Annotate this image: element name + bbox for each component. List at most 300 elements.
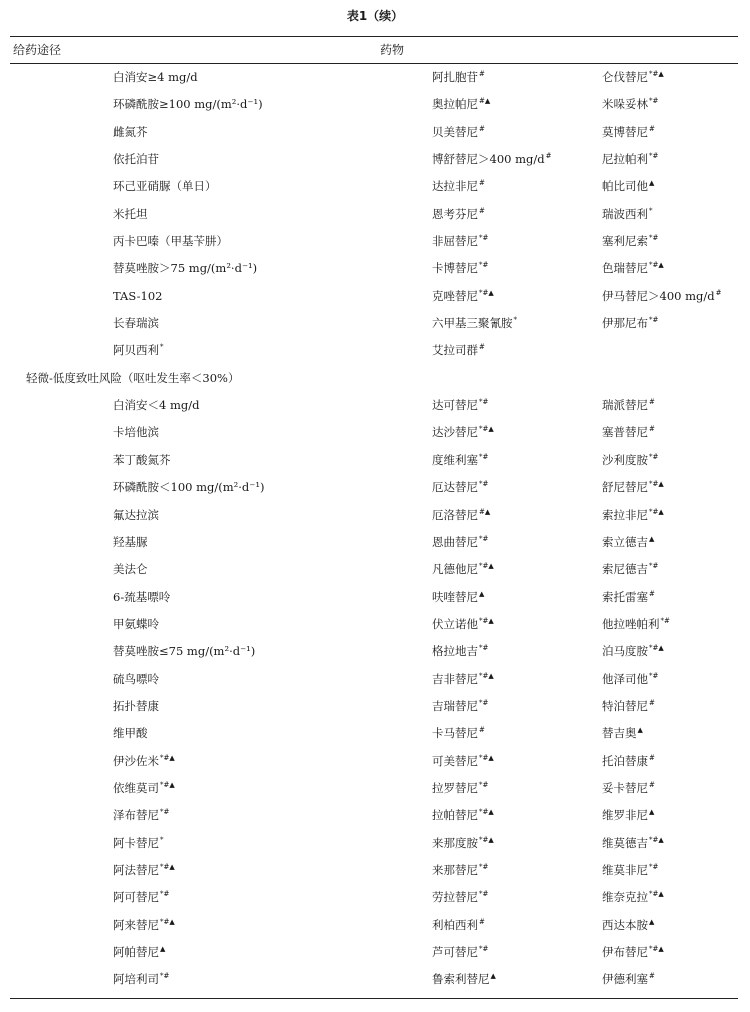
drug-name: 米哚妥林 [602,97,648,112]
drug-name: 艾拉司群 [432,343,478,358]
drug-cell [602,802,654,829]
drug-name: 硫鸟嘌呤 [113,671,159,686]
drug-cell [113,830,164,857]
drug-annotation-mark: *# [660,616,670,625]
drug-name: 来那度胺 [432,835,478,850]
drug-name: 泊马度胺 [602,644,648,659]
table-row [0,529,750,556]
drug-name: 索立德吉 [602,534,648,549]
drug-cell [602,939,664,966]
drug-name: 色瑞替尼 [602,261,648,276]
drug-cell [602,529,654,556]
drug-cell [432,91,490,118]
drug-name: 厄洛替尼 [432,507,478,522]
drug-name: 氟达拉滨 [113,507,159,522]
drug-annotation-mark: * [513,316,517,325]
drug-cell [602,666,658,693]
drug-name: 甲氨蝶呤 [113,616,159,631]
drug-annotation-mark: * [160,835,164,844]
table-bottom-rule [10,998,738,999]
drug-cell [113,748,175,775]
table-row [0,392,750,419]
table-row [0,64,750,91]
drug-annotation-mark: *#▲ [160,917,175,926]
section-label: 轻微-低度致吐风险（呕吐发生率＜30%） [26,370,240,385]
drug-annotation-mark: ▲ [490,972,496,981]
drug-annotation-mark: # [479,179,485,188]
table-row [0,255,750,282]
drug-cell [432,584,484,611]
drug-annotation-mark: # [715,288,722,297]
drug-cell [113,283,163,310]
drug-name: 伊德利塞 [602,972,648,987]
drug-name: 索托雷塞 [602,589,648,604]
drug-cell [113,884,169,911]
drug-annotation-mark: # [649,698,655,707]
drug-cell [602,884,664,911]
drug-annotation-mark: *# [649,862,659,871]
drug-cell [113,502,160,529]
table-row [0,502,750,529]
drug-name: 阿来替尼 [113,917,159,932]
table-row [0,666,750,693]
drug-annotation-mark: # [649,589,655,598]
drug-name: 尼拉帕利 [602,152,648,167]
drug-cell [432,474,488,501]
drug-cell [113,584,171,611]
table-title: 表1（续） [346,9,404,23]
drug-cell [113,64,199,91]
drug-annotation-mark: *# [479,890,489,899]
drug-cell [602,720,643,747]
drug-annotation-mark: # [479,70,485,78]
drug-cell [113,119,149,146]
drug-cell [113,337,164,364]
drug-cell [602,584,655,611]
drug-cell [602,447,658,474]
drug-annotation-mark: # [479,917,485,926]
drug-name: 可美替尼 [432,753,478,768]
drug-annotation-mark: # [649,753,655,762]
drug-cell [113,857,175,884]
drug-name: 呋喹替尼 [432,589,478,604]
section-row [0,365,750,392]
drug-name: 泽布替尼 [113,808,159,823]
drug-name: 格拉地吉 [432,644,478,659]
drug-annotation-mark: *# [649,316,659,325]
drug-cell [432,146,551,173]
drug-annotation-mark: *# [160,972,170,981]
drug-name: 依托泊苷 [113,152,159,167]
drug-name: 仑伐替尼 [602,70,648,84]
table-row [0,939,750,966]
table-row [0,337,750,364]
drug-name: 替莫唑胺≤75 mg/(m²·d⁻¹) [113,644,256,659]
drug-name: 莫博替尼 [602,124,648,139]
drug-name: 依维莫司 [113,780,159,795]
table-row [0,310,750,337]
table-row [0,228,750,255]
drug-annotation-mark: * [649,206,653,215]
drug-cell [432,228,488,255]
drug-annotation-mark: *#▲ [479,562,494,571]
drug-cell [432,392,488,419]
drug-name: 度维利塞 [432,452,478,467]
drug-cell [432,939,488,966]
drug-cell [113,228,229,255]
drug-name: 卡博替尼 [432,261,478,276]
drug-cell [432,775,488,802]
drug-name: 环磷酰胺＜100 mg/(m²·d⁻¹) [113,480,265,495]
drug-annotation-mark: # [479,343,485,352]
drug-name: 替吉奥 [602,726,637,741]
drug-cell [113,392,200,419]
drug-cell [113,310,160,337]
table-row [0,173,750,200]
drug-annotation-mark: ▲ [479,589,485,598]
drug-name: 6-巯基嘌呤 [113,589,171,604]
table-body [0,64,750,994]
table-row [0,283,750,310]
drug-name: 维莫德吉 [602,835,648,850]
drug-name: 博舒替尼＞400 mg/d [432,152,545,167]
drug-cell [113,720,149,747]
drug-annotation-mark: *#▲ [649,835,664,844]
drug-annotation-mark: ▲ [649,534,655,543]
drug-name: 贝美替尼 [432,124,478,139]
drug-name: 伊马替尼＞400 mg/d [602,288,715,303]
drug-cell [432,638,488,665]
drug-name: 奥拉帕尼 [432,97,478,112]
drug-annotation-mark: *# [479,534,489,543]
drug-annotation-mark: #▲ [479,507,491,516]
drug-annotation-mark: *# [479,261,489,270]
drug-annotation-mark: *# [649,562,659,571]
drug-name: 羟基脲 [113,534,148,549]
drug-annotation-mark: *#▲ [479,671,494,680]
table-row [0,884,750,911]
table-row [0,146,750,173]
drug-annotation-mark: *# [649,152,659,161]
drug-name: 沙利度胺 [602,452,648,467]
drug-annotation-mark: ▲ [637,726,643,735]
drug-annotation-mark: *# [160,890,170,899]
drug-cell [113,638,256,665]
drug-cell [432,720,485,747]
drug-cell [602,638,664,665]
table-row [0,912,750,939]
drug-cell [113,556,149,583]
drug-cell [113,255,258,282]
table-row [0,611,750,638]
drug-name: 阿贝西利 [113,343,159,358]
drug-name: 美法仑 [113,562,148,577]
table-row [0,775,750,802]
drug-name: 达沙替尼 [432,425,478,440]
header-route: 给药途径 [13,43,62,57]
drug-name: 长春瑞滨 [113,316,159,331]
drug-cell [432,857,488,884]
drug-name: 索拉非尼 [602,507,648,522]
drug-cell [113,802,169,829]
drug-cell [432,802,494,829]
drug-annotation-mark: *# [649,671,659,680]
drug-name: 拓扑替康 [113,698,159,713]
table-top-rule [10,36,738,37]
drug-cell [432,666,494,693]
drug-name: 他拉唑帕利 [602,616,660,631]
drug-name: 白消安＜4 mg/d [113,398,200,413]
drug-name: 帕比司他 [602,179,648,194]
drug-annotation-mark: *# [479,698,489,707]
drug-name: 托泊替康 [602,753,648,768]
drug-cell [432,748,494,775]
drug-cell [432,693,488,720]
drug-annotation-mark: *#▲ [479,753,494,762]
drug-name: 达可替尼 [432,398,478,413]
drug-name: 环己亚硝脲（单日） [113,179,217,194]
drug-annotation-mark: *# [479,234,489,243]
drug-annotation-mark: *#▲ [649,945,664,953]
drug-annotation-mark: *# [649,452,659,461]
drug-name: 阿帕替尼 [113,945,159,959]
drug-annotation-mark: *#▲ [479,425,494,434]
drug-annotation-mark: *# [479,452,489,461]
drug-cell [432,556,494,583]
drug-name: 克唑替尼 [432,288,478,303]
drug-name: 伊那尼布 [602,316,648,331]
drug-annotation-mark: *# [479,862,489,871]
drug-name: 卡培他滨 [113,425,159,440]
drug-annotation-mark: #▲ [479,97,491,106]
drug-annotation-mark: *#▲ [479,288,494,297]
table-row [0,638,750,665]
drug-cell [432,447,488,474]
drug-name: 阿法替尼 [113,862,159,877]
drug-cell [602,474,664,501]
drug-name: 维甲酸 [113,726,148,741]
table-row [0,748,750,775]
drug-cell [432,283,494,310]
drug-name: 白消安≥4 mg/d [113,70,198,84]
drug-name: 塞普替尼 [602,425,648,440]
drug-name: 伏立诺他 [432,616,478,631]
drug-cell [602,146,658,173]
drug-name: 他泽司他 [602,671,648,686]
drug-cell [113,693,160,720]
drug-annotation-mark: *# [479,480,489,489]
drug-annotation-mark: # [479,206,485,215]
drug-annotation-mark: ▲ [649,917,655,926]
drug-name: 妥卡替尼 [602,780,648,795]
drug-annotation-mark: *#▲ [479,616,494,625]
drug-annotation-mark: *# [649,97,659,106]
table-row [0,584,750,611]
table-row [0,857,750,884]
drug-annotation-mark: ▲ [649,808,655,817]
table-row [0,474,750,501]
drug-cell [432,201,485,228]
drug-annotation-mark: *#▲ [649,507,664,516]
drug-name: 劳拉替尼 [432,890,478,905]
drug-cell [113,447,172,474]
drug-annotation-mark: ▲ [160,945,166,953]
drug-annotation-mark: *# [479,945,489,953]
drug-name: TAS-102 [113,288,163,303]
drug-cell [113,474,265,501]
drug-name: 来那替尼 [432,862,478,877]
drug-name: 厄达替尼 [432,480,478,495]
drug-cell [432,966,496,993]
drug-annotation-mark: *# [649,234,659,243]
drug-annotation-mark: *# [479,644,489,653]
drug-name: 舒尼替尼 [602,480,648,495]
drug-annotation-mark: # [649,398,655,407]
table-row [0,119,750,146]
drug-name: 伊沙佐米 [113,753,159,768]
drug-name: 鲁索利替尼 [432,972,490,987]
drug-cell [602,310,658,337]
drug-annotation-mark: *# [160,808,170,817]
table-row [0,447,750,474]
table-row [0,419,750,446]
drug-name: 阿可替尼 [113,890,159,905]
drug-annotation-mark: # [649,124,655,133]
drug-annotation-mark: *#▲ [649,890,664,899]
drug-cell [602,392,655,419]
drug-name: 凡德他尼 [432,562,478,577]
drug-annotation-mark: *#▲ [649,480,664,489]
drug-name: 瑞派替尼 [602,398,648,413]
drug-name: 恩考芬尼 [432,206,478,221]
drug-name: 环磷酰胺≥100 mg/(m²·d⁻¹) [113,97,263,112]
drug-name: 达拉非尼 [432,179,478,194]
drug-cell [602,611,670,638]
drug-cell [432,337,485,364]
drug-cell [602,64,664,91]
drug-cell [602,119,655,146]
drug-cell [113,939,165,966]
drug-cell [602,775,655,802]
table-row [0,556,750,583]
drug-cell [113,173,218,200]
table-row [0,802,750,829]
drug-cell [432,884,488,911]
drug-name: 塞利尼索 [602,234,648,249]
drug-annotation-mark: ▲ [649,179,655,188]
drug-name: 拉罗替尼 [432,780,478,795]
drug-cell [432,419,494,446]
drug-cell [432,611,494,638]
drug-cell [432,173,485,200]
drug-annotation-mark: *#▲ [479,808,494,817]
drug-name: 维奈克拉 [602,890,648,905]
drug-name: 阿培利司 [113,972,159,987]
table-row [0,693,750,720]
table-row [0,830,750,857]
drug-cell [432,502,490,529]
drug-cell [432,529,488,556]
drug-cell [602,966,655,993]
drug-cell [432,64,485,91]
drug-cell [432,119,485,146]
table-row [0,91,750,118]
drug-cell [432,912,485,939]
drug-name: 阿扎胞苷 [432,70,478,84]
drug-name: 吉非替尼 [432,671,478,686]
drug-annotation-mark: *#▲ [160,862,175,871]
drug-name: 苯丁酸氮芥 [113,452,171,467]
drug-cell [113,912,175,939]
drug-name: 索尼德吉 [602,562,648,577]
drug-name: 芦可替尼 [432,945,478,959]
drug-annotation-mark: *# [479,780,489,789]
drug-name: 维莫非尼 [602,862,648,877]
drug-annotation-mark: # [649,780,655,789]
drug-cell [602,748,655,775]
drug-annotation-mark: *# [479,398,489,407]
drug-name: 米托坦 [113,206,148,221]
drug-name: 非屈替尼 [432,234,478,249]
drug-cell [113,201,149,228]
drug-name: 六甲基三聚氰胺 [432,316,513,331]
drug-cell [602,830,664,857]
drug-cell [602,556,658,583]
drug-cell [113,666,160,693]
drug-name: 维罗非尼 [602,808,648,823]
drug-annotation-mark: # [479,124,485,133]
header-drug: 药物 [380,43,405,57]
drug-annotation-mark: *#▲ [160,780,175,789]
drug-annotation-mark: *#▲ [649,261,664,270]
drug-cell [432,830,494,857]
drug-cell [602,201,653,228]
drug-annotation-mark: # [479,726,485,735]
drug-cell [113,611,160,638]
drug-cell [113,775,175,802]
drug-annotation-mark: *#▲ [649,644,664,653]
drug-annotation-mark: * [160,343,164,352]
drug-name: 丙卡巴嗪（甲基苄肼） [113,234,228,249]
drug-cell [602,502,664,529]
drug-name: 雌氮芥 [113,124,148,139]
drug-cell [602,857,658,884]
drug-name: 卡马替尼 [432,726,478,741]
drug-annotation-mark: *#▲ [479,835,494,844]
drug-name: 吉瑞替尼 [432,698,478,713]
drug-cell [113,419,160,446]
drug-name: 特泊替尼 [602,698,648,713]
drug-cell [602,255,664,282]
drug-cell [602,912,654,939]
drug-cell [602,337,603,364]
drug-cell [113,146,160,173]
drug-cell [432,255,488,282]
drug-name: 替莫唑胺＞75 mg/(m²·d⁻¹) [113,261,258,276]
drug-cell [602,173,654,200]
drug-name: 瑞波西利 [602,206,648,221]
drug-cell [113,91,264,118]
table-row [0,720,750,747]
drug-name: 阿卡替尼 [113,835,159,850]
drug-cell [432,310,517,337]
drug-annotation-mark: # [649,972,655,981]
drug-name: 伊布替尼 [602,945,648,959]
table-row [0,966,750,993]
drug-cell [602,228,658,255]
drug-name: 恩曲替尼 [432,534,478,549]
drug-cell [113,966,169,993]
